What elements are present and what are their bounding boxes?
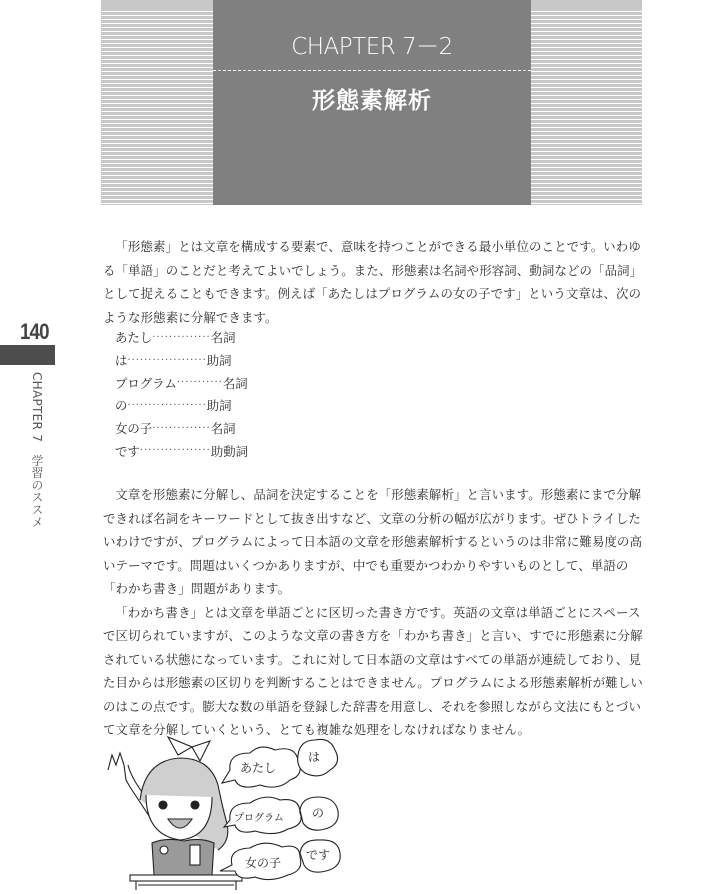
morpheme-word: の (115, 398, 128, 414)
part-of-speech: 助詞 (206, 398, 232, 414)
leader-dots: ··········· (176, 377, 223, 389)
morpheme-word: 女の子 (115, 421, 153, 437)
running-head-chapter: CHAPTER 7 (30, 372, 44, 443)
page-number: 140 (20, 319, 49, 344)
paragraph-intro: 「形態素」とは文章を構成する要素で、意味を持つことができる最小単位のことです。いわゆる「単語」のことだと考えてよいでしょう。また、形態素は名詞や形容詞、動詞などの「品詞」として捉えることもできます。例えば「あたしはプログラムの女の子です」という文章は、次のような形態素に分解できます。 (103, 239, 643, 325)
intro-paragraph-block (103, 235, 643, 329)
running-head-title: 学習のススメ (30, 454, 44, 529)
morpheme-row (115, 417, 335, 440)
part-of-speech: 助詞 (206, 353, 232, 369)
girl-with-speech-bubbles-icon (100, 725, 350, 890)
bubble-text: あたし (240, 761, 277, 775)
section-title: 形態素解析 (312, 88, 432, 114)
part-of-speech: 名詞 (210, 330, 236, 346)
morpheme-list (115, 326, 335, 462)
bubble-text: です (306, 848, 331, 862)
morpheme-row (115, 326, 335, 349)
leader-dots: ················· (139, 445, 211, 457)
bubble-text: プログラム (234, 813, 284, 824)
morpheme-word: あたし (115, 330, 153, 346)
main-paragraphs-block (103, 483, 643, 742)
running-head (29, 372, 46, 528)
bubble-text: 女の子 (245, 856, 282, 870)
morpheme-word: は (115, 353, 128, 369)
girl-illustration (100, 725, 350, 890)
morpheme-word: プログラム (115, 375, 177, 391)
bubble-text: は (308, 750, 321, 764)
morpheme-row (115, 349, 335, 372)
leader-dots: ·············· (152, 331, 211, 343)
part-of-speech: 名詞 (210, 421, 236, 437)
bubble-text: の (312, 806, 325, 820)
part-of-speech: 助動詞 (210, 443, 248, 459)
paragraph-analysis: 文章を形態素に分解し、品詞を決定することを「形態素解析」と言います。形態素にまで分解できれば名詞をキーワードとして抜き出すなど、文章の分析の幅が広がります。ぜひトライしたいわけですが、プログラムによって日本語の文章を形態素解析するというのは非常に難易度の高いテーマです。問題はいくつかありますが、中でも重要かつわかりやすいものとして、単語の「わかち書き」問題があります。 (103, 487, 643, 596)
chapter-header-box (213, 0, 531, 205)
leader-dots: ··················· (127, 354, 207, 366)
leader-dots: ·············· (152, 422, 211, 434)
header-divider (213, 70, 531, 71)
part-of-speech: 名詞 (222, 375, 248, 391)
paragraph-wakachi: 「わかち書き」とは文章を単語ごとに区切った書き方です。英語の文章は単語ごとにスペースで区切られていますが、このような文章の書き方を「わかち書き」と言い、すでに形態素に分解されている状態になっています。これに対して日本語の文章はすべての単語が連続しており、見た目からは形態素の区切りを判断することはできません。プログラムによる形態素解析が難しいのはこの点です。膨大な数の単語を登録した辞書を用意し、それを参照しながら文法にもとづいて文章を分解していくという、とても複雑な処理をしなければなりません。 (103, 604, 643, 737)
morpheme-row (115, 439, 335, 462)
morpheme-row (115, 394, 335, 417)
morpheme-word: です (115, 443, 140, 459)
morpheme-row (115, 371, 335, 394)
chapter-label: CHAPTER 7－2 (291, 34, 453, 60)
page-number-bar (0, 345, 55, 365)
leader-dots: ··················· (127, 399, 207, 411)
